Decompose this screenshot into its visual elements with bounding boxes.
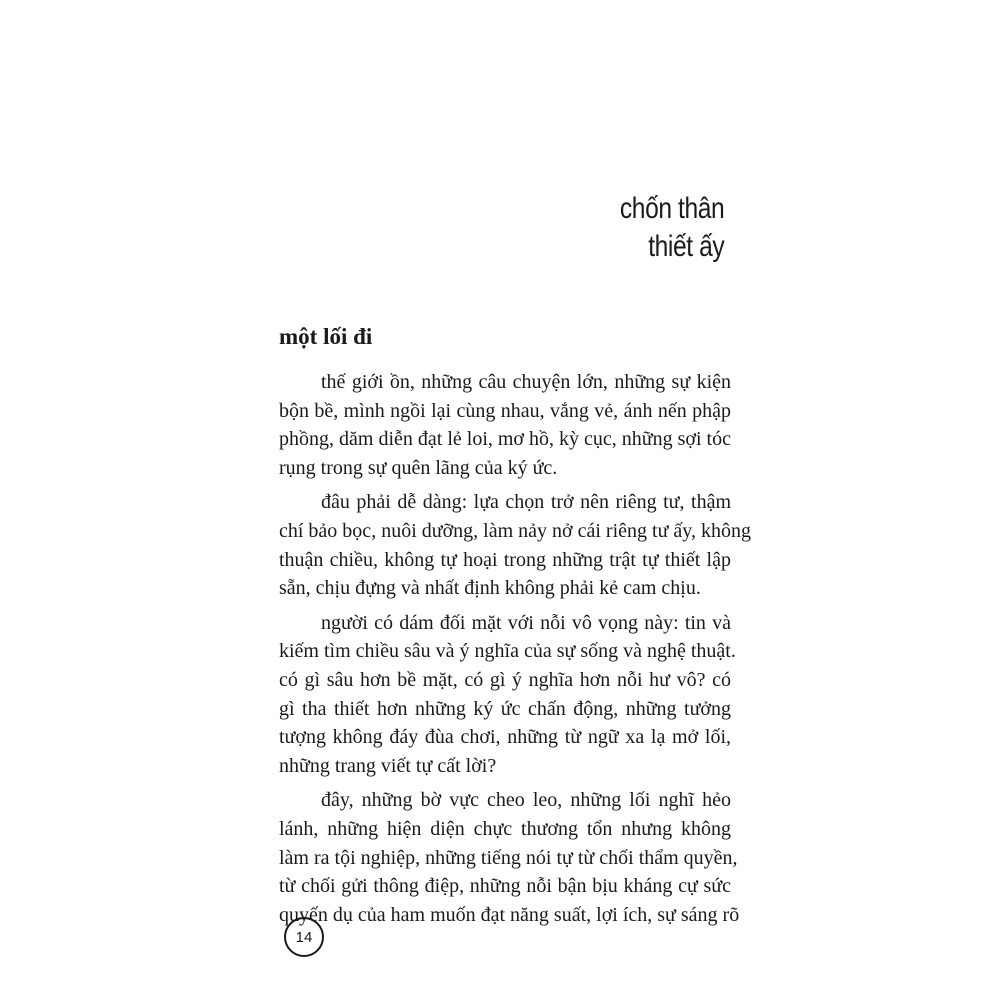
chapter-title-line-1: chốn thân <box>619 192 724 225</box>
text-line: người có dám đối mặt với nỗi vô vọng này: tin và <box>321 611 731 634</box>
text-line: làm ra tội nghiệp, những tiếng nói tự từ chối thẩm quyền, <box>279 846 738 869</box>
paragraph-1 <box>279 368 731 482</box>
page-number: 14 <box>295 928 313 946</box>
text-line: đây, những bờ vực cheo leo, những lối nghĩ hẻo <box>321 789 731 812</box>
paragraph-4 <box>279 786 740 929</box>
text-line: những trang viết tự cất lời? <box>279 754 497 777</box>
chapter-title-line-2: thiết ấy <box>647 230 724 263</box>
text-line: rụng trong sự quên lãng của ký ức. <box>279 456 558 479</box>
text-line: thế giới ồn, những câu chuyện lớn, những sự kiện <box>321 371 731 393</box>
text-line: chí bảo bọc, nuôi dưỡng, làm nảy nở cái riêng tư ấy, không <box>279 519 751 542</box>
text-line: tượng không đáy đùa chơi, những từ ngữ xa lạ mở lối, <box>279 726 731 749</box>
text-line: đâu phải dễ dàng: lựa chọn trở nên riêng tư, thậm <box>321 491 731 514</box>
text-line: kiếm tìm chiều sâu và ý nghĩa của sự sống và nghệ thuật. <box>279 640 736 663</box>
text-line: bộn bề, mình ngồi lại cùng nhau, vắng vẻ, ánh nến phập <box>279 399 731 422</box>
text-line: sẵn, chịu đựng và nhất định không phải kẻ cam chịu. <box>279 577 701 600</box>
text-line: thuận chiều, không tự hoại trong những trật tự thiết lập <box>279 548 731 571</box>
text-line: quyến dụ của ham muốn đạt năng suất, lợi ích, sự sáng rõ <box>279 903 740 926</box>
page-number-badge <box>284 917 324 957</box>
paragraph-3 <box>279 609 736 781</box>
body-text <box>279 368 751 935</box>
text-line: có gì sâu hơn bề mặt, có gì ý nghĩa hơn nỗi hư vô? có <box>279 668 731 691</box>
text-line: từ chối gửi thông điệp, những nỗi bận bịu kháng cự sức <box>279 875 731 898</box>
section-heading: một lối đi <box>279 324 373 349</box>
paragraph-2 <box>279 488 751 602</box>
chapter-title <box>620 190 724 266</box>
text-line: lánh, những hiện diện chực thương tổn nhưng không <box>279 817 731 840</box>
text-line: phồng, dăm diễn đạt lẻ loi, mơ hồ, kỳ cục, những sợi tóc <box>279 428 731 451</box>
text-line: gì tha thiết hơn những ký ức chấn động, những tưởng <box>279 697 731 720</box>
